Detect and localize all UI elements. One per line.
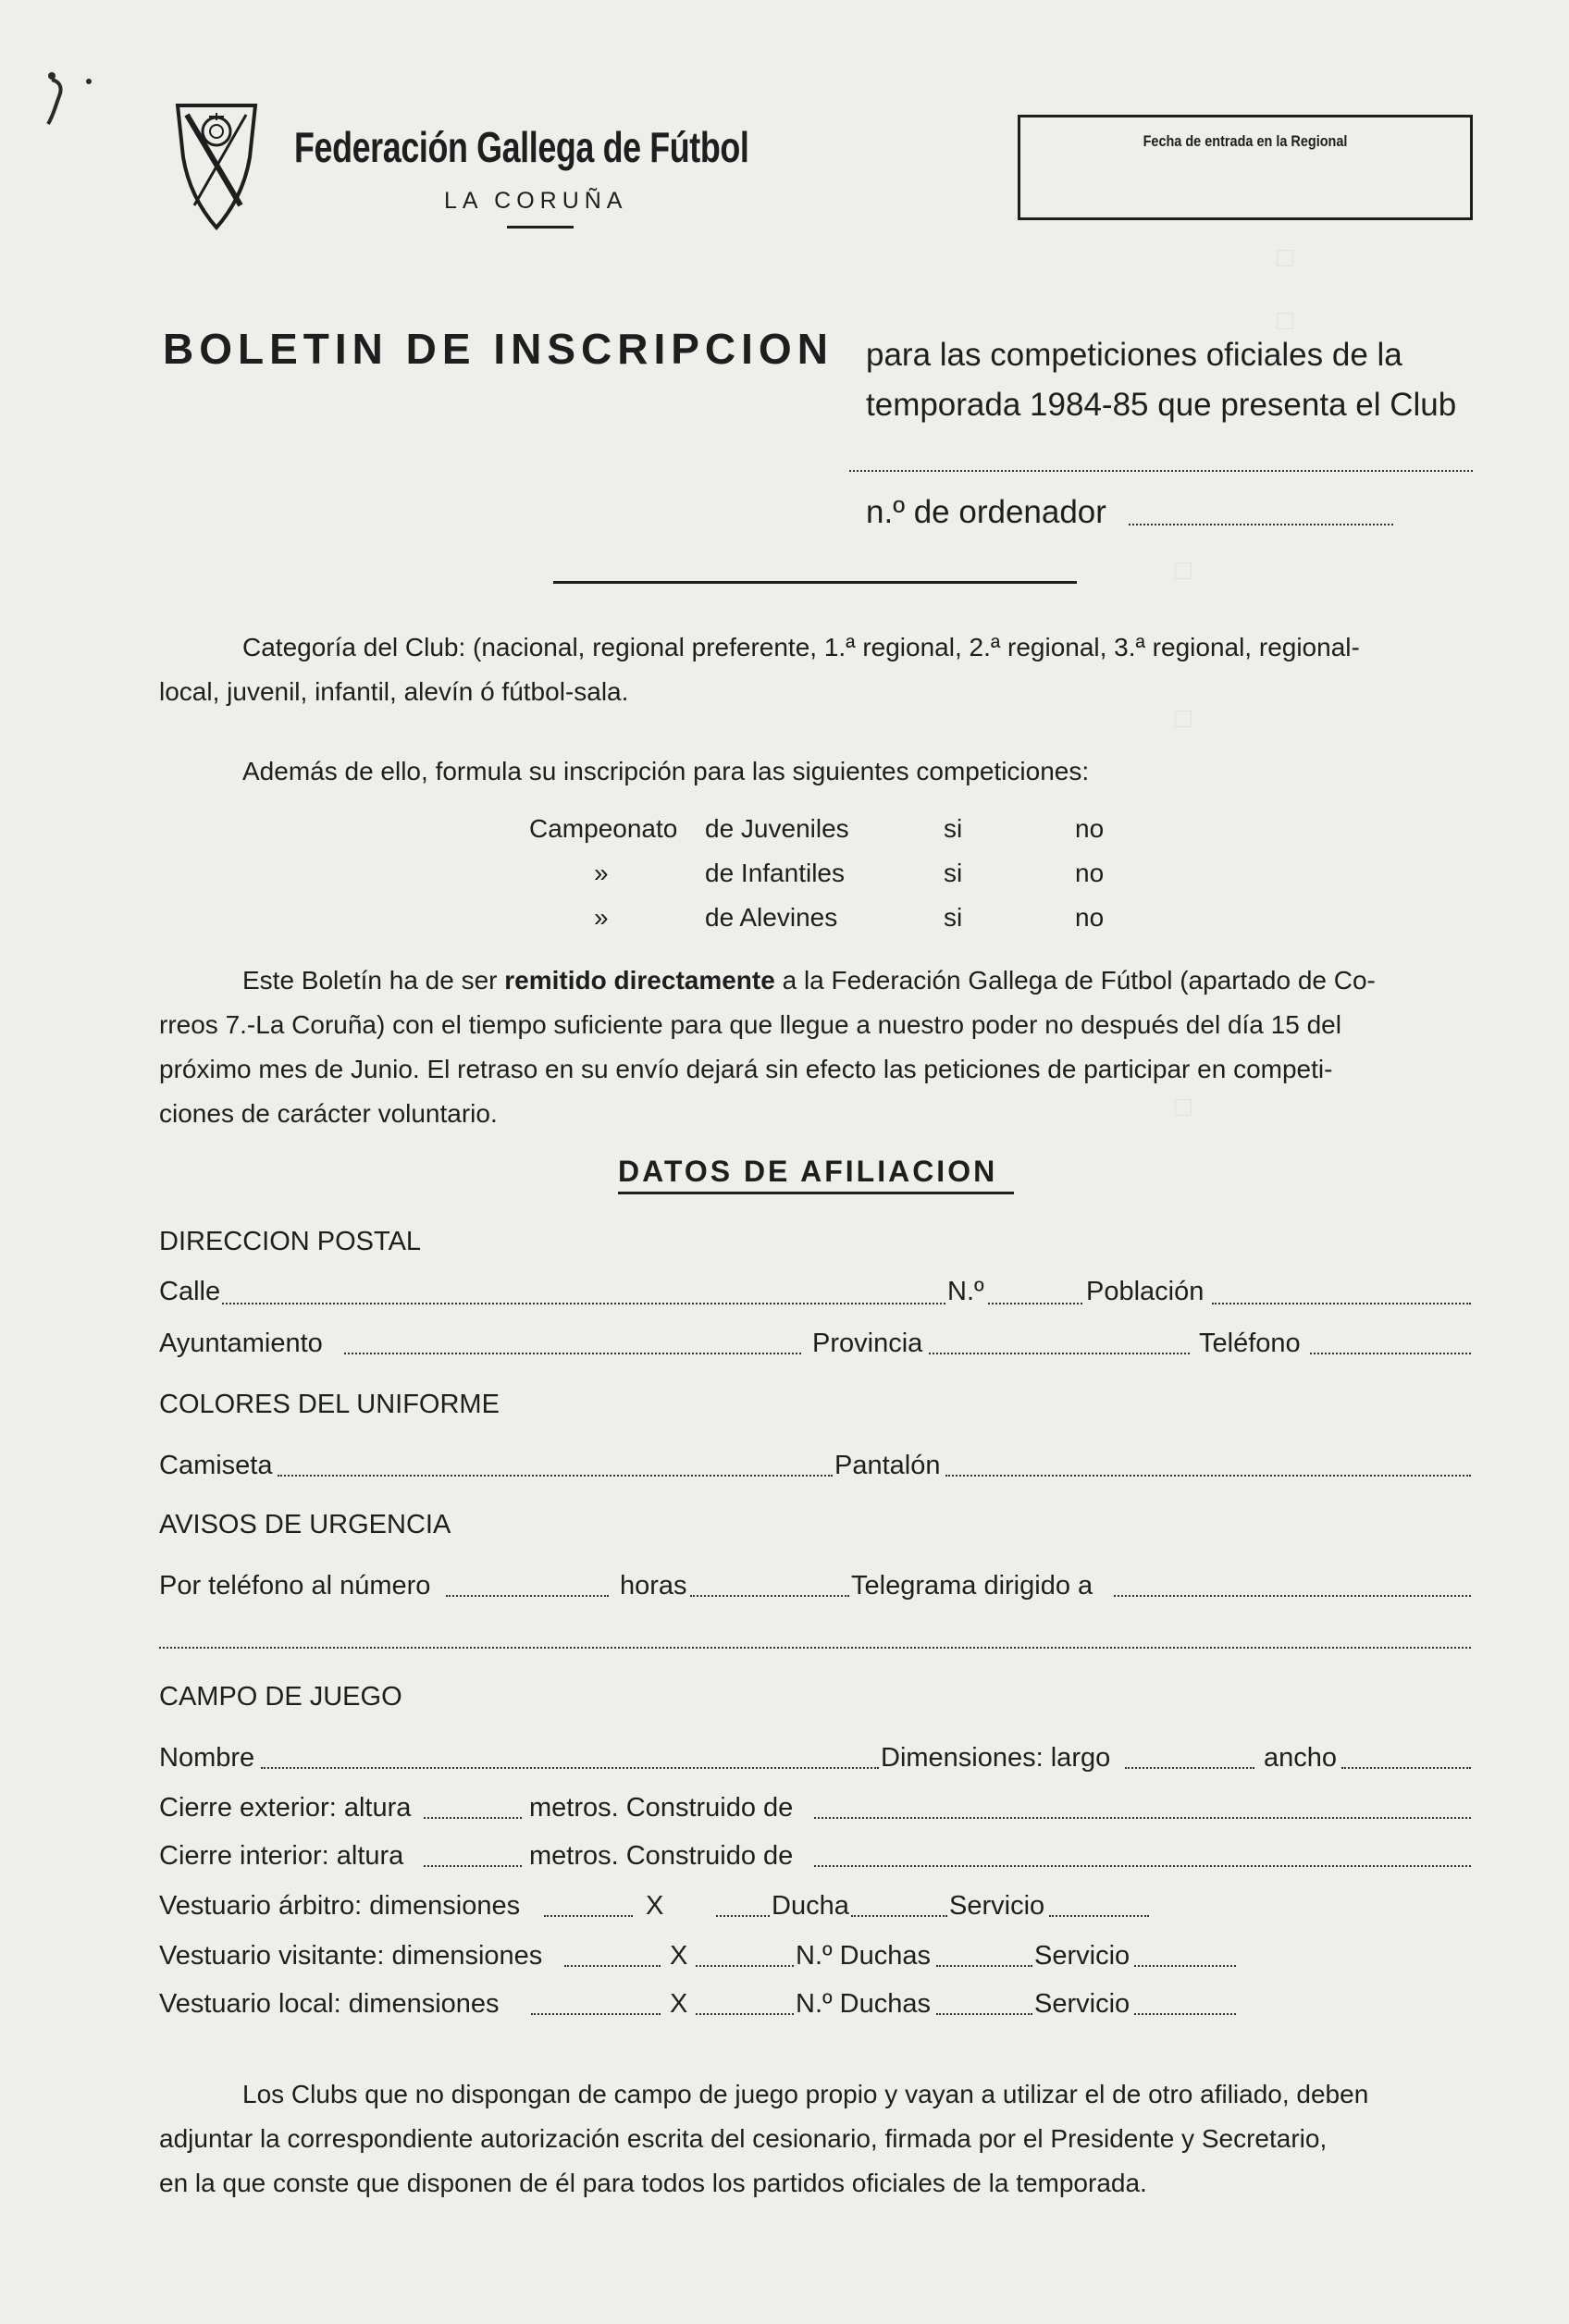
n-duchas-label: N.º Duchas — [796, 1941, 931, 1971]
show-through-mark: □ — [1277, 305, 1294, 336]
competition-prefix: » — [594, 903, 609, 932]
cierre-interior-label: Cierre interior: altura — [159, 1841, 404, 1871]
nombre-label: Nombre — [159, 1743, 255, 1773]
vestuario-arbitro-dim-2-field[interactable] — [716, 1915, 770, 1917]
vestuario-arbitro-ducha-field[interactable] — [851, 1915, 947, 1917]
por-telefono-field[interactable] — [446, 1595, 609, 1597]
dimension-x-label: X — [670, 1941, 688, 1971]
colores-uniforme-heading: COLORES DEL UNIFORME — [159, 1390, 500, 1419]
largo-field[interactable] — [1125, 1767, 1254, 1769]
boletin-note-line-1: Este Boletín ha de ser remitido directamente a la Federación Gallega de Fútbol (apartado de Co- — [242, 966, 1376, 995]
show-through-mark: □ — [1175, 703, 1192, 734]
vestuario-visitante-servicio-field[interactable] — [1134, 1965, 1236, 1967]
horas-field[interactable] — [690, 1595, 849, 1597]
vestuario-arbitro-dim-1-field[interactable] — [544, 1915, 633, 1917]
vestuario-visitante-dim-1-field[interactable] — [564, 1965, 661, 1967]
avisos-urgencia-heading: AVISOS DE URGENCIA — [159, 1510, 451, 1539]
vestuario-visitante-label: Vestuario visitante: dimensiones — [159, 1941, 543, 1971]
competition-prefix: » — [594, 859, 609, 887]
datos-title-underline — [618, 1192, 1014, 1194]
dimension-x-label: X — [670, 1989, 688, 2019]
camiseta-label: Camiseta — [159, 1451, 273, 1480]
form-title: BOLETIN DE INSCRIPCION — [163, 325, 834, 373]
vestuario-arbitro-label: Vestuario árbitro: dimensiones — [159, 1891, 521, 1921]
federation-crest-icon — [174, 102, 259, 231]
servicio-label: Servicio — [1034, 1941, 1130, 1971]
provincia-field[interactable] — [929, 1353, 1190, 1354]
ordenador-field[interactable] — [1129, 524, 1393, 525]
footer-note-line-1: Los Clubs que no dispongan de campo de juego propio y vayan a utilizar el de otro afiliado, deben — [242, 2080, 1369, 2108]
boletin-note-line-4: ciones de carácter voluntario. — [159, 1099, 498, 1128]
vestuario-arbitro-servicio-field[interactable] — [1049, 1915, 1149, 1917]
federation-city: LA CORUÑA — [444, 188, 628, 214]
campo-juego-heading: CAMPO DE JUEGO — [159, 1682, 402, 1712]
competition-yes-option[interactable]: si — [944, 859, 963, 887]
ducha-label: Ducha — [772, 1891, 849, 1921]
poblacion-field[interactable] — [1212, 1303, 1471, 1304]
competition-name: de Infantiles — [705, 859, 845, 887]
title-subline-2: temporada 1984-85 que presenta el Club — [866, 387, 1457, 423]
numero-field[interactable] — [988, 1303, 1082, 1304]
footer-note-line-3: en la que conste que disponen de él para todos los partidos oficiales de la temporada. — [159, 2169, 1147, 2197]
title-separator — [553, 581, 1077, 584]
federation-name: Federación Gallega de Fútbol — [294, 123, 749, 171]
competition-name: de Alevines — [705, 903, 838, 932]
ayuntamiento-label: Ayuntamiento — [159, 1329, 323, 1358]
direccion-postal-heading: DIRECCION POSTAL — [159, 1227, 422, 1256]
vestuario-visitante-duchas-field[interactable] — [936, 1965, 1032, 1967]
telegrama-label: Telegrama dirigido a — [851, 1571, 1093, 1601]
categoria-line-2: local, juvenil, infantil, alevín ó fútbol-sala. — [159, 677, 629, 706]
metros-construido-label: metros. Construido de — [529, 1793, 794, 1823]
telefono-field[interactable] — [1310, 1353, 1471, 1354]
competition-prefix: Campeonato — [529, 814, 678, 843]
datos-afiliacion-title: DATOS DE AFILIACION — [618, 1155, 998, 1188]
vestuario-local-duchas-field[interactable] — [936, 2013, 1032, 2015]
boletin-note-line-2: rreos 7.-La Coruña) con el tiempo suficiente para que llegue a nuestro poder no después del día 15 del — [159, 1010, 1341, 1039]
title-subline-1: para las competiciones oficiales de la — [866, 337, 1402, 373]
dimensiones-largo-label: Dimensiones: largo — [881, 1743, 1111, 1773]
show-through-mark: □ — [1277, 242, 1294, 273]
categoria-line-1: Categoría del Club: (nacional, regional preferente, 1.ª regional, 2.ª regional, 3.ª regional, regional- — [242, 633, 1360, 661]
boletin-note-line-3: próximo mes de Junio. El retraso en su envío dejará sin efecto las peticiones de participar en competi- — [159, 1055, 1333, 1083]
club-name-field[interactable] — [849, 470, 1473, 472]
cierre-exterior-material-field[interactable] — [814, 1817, 1471, 1819]
vestuario-local-dim-1-field[interactable] — [531, 2013, 661, 2015]
pantalon-label: Pantalón — [834, 1451, 941, 1480]
horas-label: horas — [620, 1571, 687, 1601]
servicio-label: Servicio — [1034, 1989, 1130, 2019]
vestuario-visitante-dim-2-field[interactable] — [696, 1965, 794, 1967]
show-through-mark: □ — [1175, 555, 1192, 586]
servicio-label: Servicio — [949, 1891, 1045, 1921]
competition-yes-option[interactable]: si — [944, 903, 963, 932]
ancho-field[interactable] — [1341, 1767, 1471, 1769]
calle-label: Calle — [159, 1277, 221, 1306]
metros-construido-label: metros. Construido de — [529, 1841, 794, 1871]
show-through-mark: □ — [1175, 1092, 1192, 1122]
ordenador-label: n.º de ordenador — [866, 494, 1106, 530]
ancho-label: ancho — [1264, 1743, 1338, 1773]
vestuario-local-dim-2-field[interactable] — [696, 2013, 794, 2015]
cierre-interior-material-field[interactable] — [814, 1865, 1471, 1867]
entry-date-label: Fecha de entrada en la Regional — [1143, 132, 1348, 150]
competition-no-option[interactable]: no — [1075, 903, 1105, 932]
competition-no-option[interactable]: no — [1075, 859, 1105, 887]
cierre-exterior-altura-field[interactable] — [424, 1817, 522, 1819]
numero-label: N.º — [947, 1277, 984, 1306]
vestuario-local-label: Vestuario local: dimensiones — [159, 1989, 500, 2019]
poblacion-label: Población — [1086, 1277, 1205, 1306]
competition-name: de Juveniles — [705, 814, 849, 843]
competition-no-option[interactable]: no — [1075, 814, 1105, 843]
binder-hole-mark — [31, 63, 96, 137]
dimension-x-label: X — [646, 1891, 664, 1921]
cierre-interior-altura-field[interactable] — [424, 1865, 522, 1867]
nombre-field[interactable] — [261, 1767, 879, 1769]
city-underline — [507, 226, 574, 229]
telegrama-field[interactable] — [1114, 1595, 1471, 1597]
ayuntamiento-field[interactable] — [344, 1353, 801, 1354]
provincia-label: Provincia — [812, 1329, 923, 1358]
footer-note-line-2: adjuntar la correspondiente autorización escrita del cesionario, firmada por el Presidente y Secretario, — [159, 2124, 1328, 2153]
pantalon-field[interactable] — [945, 1475, 1471, 1477]
por-telefono-label: Por teléfono al número — [159, 1571, 431, 1601]
camiseta-field[interactable] — [278, 1475, 833, 1477]
telefono-label: Teléfono — [1199, 1329, 1301, 1358]
vestuario-local-servicio-field[interactable] — [1134, 2013, 1236, 2015]
telegrama-field-continuation[interactable] — [159, 1647, 1471, 1649]
ademas-text: Además de ello, formula su inscripción para las siguientes competiciones: — [242, 757, 1090, 785]
competition-yes-option[interactable]: si — [944, 814, 963, 843]
cierre-exterior-label: Cierre exterior: altura — [159, 1793, 412, 1823]
n-duchas-label: N.º Duchas — [796, 1989, 931, 2019]
entry-date-box[interactable] — [1018, 115, 1473, 220]
calle-field[interactable] — [222, 1303, 945, 1304]
